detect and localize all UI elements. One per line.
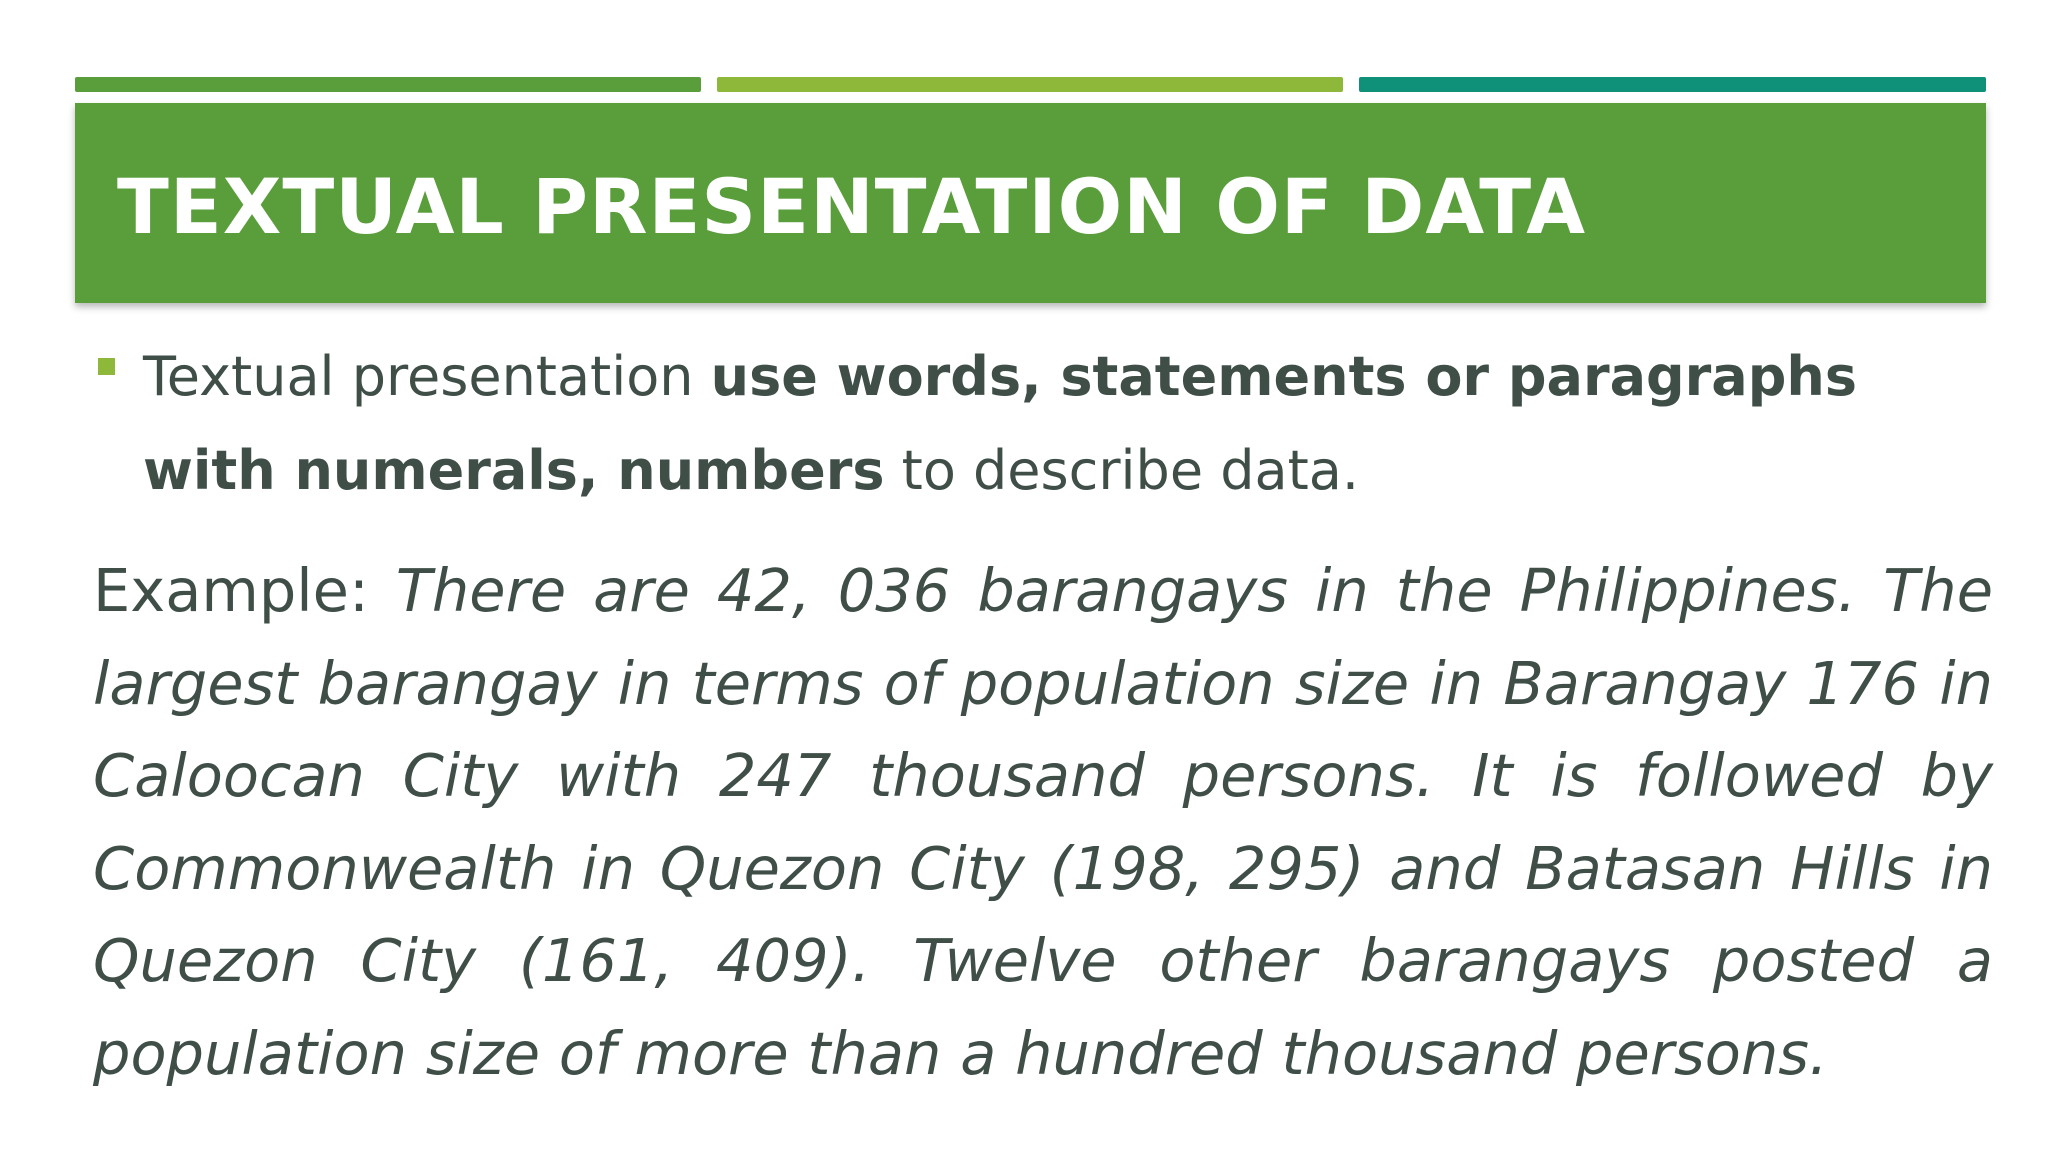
example-text: There are 42, 036 barangays in the Philippines. The largest barangay in terms of population size in Barangay 176 in Caloocan City with 247 thousand persons. It is followed by Commonwealth in Quezon City (198, 295) and Batasan Hills in Quezon City (161, 409). Twelve other barangays posted a population size of more than a hundred thousand persons. (93, 556, 1993, 1088)
bullet-text (143, 330, 1988, 518)
slide-title: TEXTUAL PRESENTATION OF DATA (117, 162, 1587, 251)
bullet-text-bold: use words, statements or paragraphs with numerals, numbers (143, 345, 1857, 502)
example-paragraph (93, 545, 1993, 1100)
accent-bar-green (75, 77, 701, 92)
title-band (75, 103, 1986, 303)
square-bullet-icon (98, 358, 115, 375)
accent-bar-lime (717, 77, 1343, 92)
bullet-point (98, 330, 1988, 518)
bullet-text-intro: Textual presentation (143, 345, 711, 408)
bullet-text-end: to describe data. (884, 439, 1360, 502)
example-label: Example: (93, 556, 396, 625)
accent-bar-teal (1359, 77, 1986, 92)
